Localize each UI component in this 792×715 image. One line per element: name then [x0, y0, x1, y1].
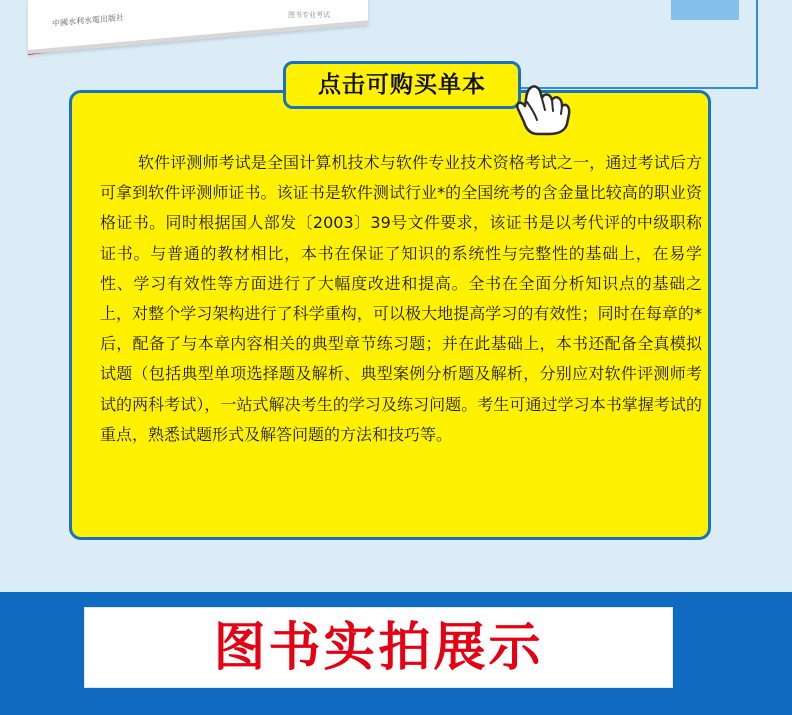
photo-section-title-box: [84, 607, 673, 688]
blue-corner-block: [671, 0, 739, 20]
pointing-hand-icon: [513, 75, 571, 137]
secondary-book-label: 图书专业考试: [288, 11, 330, 19]
publisher-name: 中國水利水電出版社: [52, 12, 124, 29]
book-description-panel: [69, 90, 711, 540]
buy-single-book-button[interactable]: 点击可购买单本: [283, 61, 521, 109]
photo-section-title: 图书实拍展示: [213, 618, 544, 678]
book-description-text: 软件评测师考试是全国计算机技术与软件专业技术资格考试之一，通过考试后方可拿到软件评测师证书。该证书是软件测试行业*的全国统考的含金量比较高的职业资格证书。同时根据国人部发〔2003〕39号文件要求，该证书是以考代评的中级职称证书。与普通的教材相比，本书在保证了知识的系统性与完整性的基础上，在易学性、学习有效性等方面进行了大幅度改进和提高。全书在全面分析知识点的基础之上，对整个学习架构进行了科学重构，可以极大地提高学习的有效性；同时在每章的*后，配备了与本章内容相关的典型章节练习题；并在此基础上，本书还配备全真模拟试题（包括典型单项选择题及解析、典型案例分析题及解析，分别应对软件评测师考试的两科考试），一站式解决考生的学习及练习问题。考生可通过学习本书掌握考试的重点，熟悉试题形式及解答问题的方法和技巧等。: [100, 153, 702, 444]
